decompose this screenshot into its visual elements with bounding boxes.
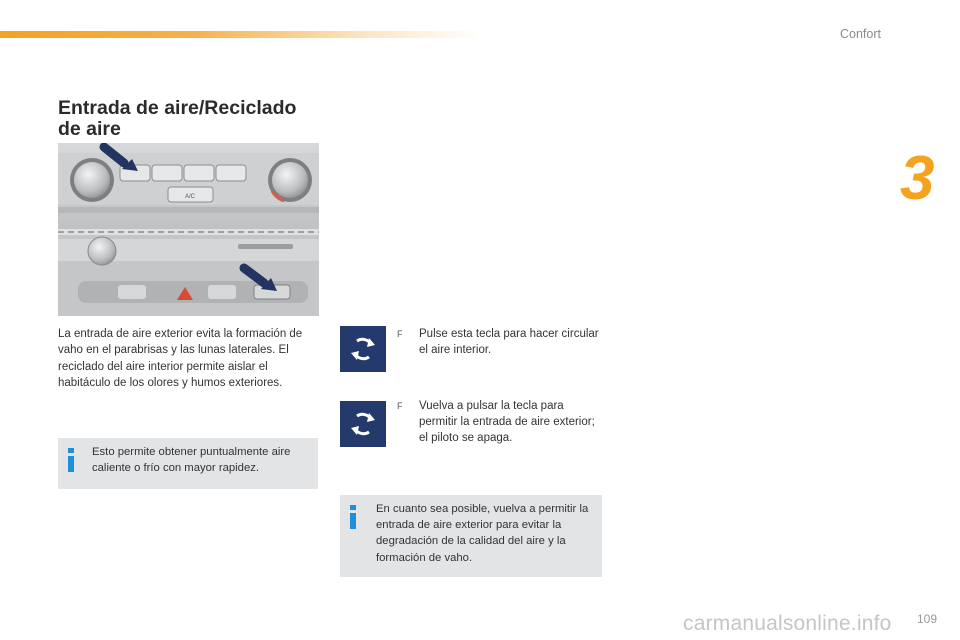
- info-icon: [349, 505, 357, 529]
- intro-paragraph: La entrada de aire exterior evita la formación de vaho en el parabrisas y las lunas laterales. El reciclado del aire interior permite aislar el habitáculo de los olores y humos exteriores.: [58, 328, 303, 389]
- info-box-tip-text: Esto permite obtener puntualmente aire caliente o frío con mayor rapidez.: [92, 446, 291, 475]
- recirculation-icon: [349, 335, 377, 363]
- chapter-number: 3: [900, 144, 935, 213]
- info-box-tip: [58, 438, 318, 489]
- step-1-text: Pulse esta tecla para hacer circular el aire interior.: [419, 328, 599, 357]
- header-accent-bar: [0, 31, 480, 38]
- page-number: 109: [917, 612, 938, 626]
- step-1-bullet: F: [397, 329, 403, 339]
- ac-button-label: A/C: [184, 194, 196, 200]
- page-title-line-1: Entrada de aire/Reciclado: [58, 97, 297, 119]
- watermark: carmanualsonline.info: [683, 612, 892, 635]
- info-box-warning-text: En cuanto sea posible, vuelva a permitir la entrada de aire exterior para evitar la degradación de la calidad del aire y la formación de vaho.: [376, 503, 589, 564]
- step-2-bullet: F: [397, 401, 403, 411]
- step-2-text: Vuelva a pulsar la tecla para permitir la entrada de aire exterior; el piloto se apaga.: [419, 400, 595, 445]
- page-title-line-2: de aire: [58, 118, 121, 140]
- page-title: [58, 98, 328, 140]
- info-icon: [67, 448, 75, 472]
- recirculation-icon: [349, 410, 377, 438]
- recirculation-button-off: [340, 401, 386, 447]
- dashboard-photo: [58, 143, 319, 316]
- recirculation-button-on: [340, 326, 386, 372]
- info-box-warning: [340, 495, 602, 577]
- section-label: Confort: [840, 27, 881, 41]
